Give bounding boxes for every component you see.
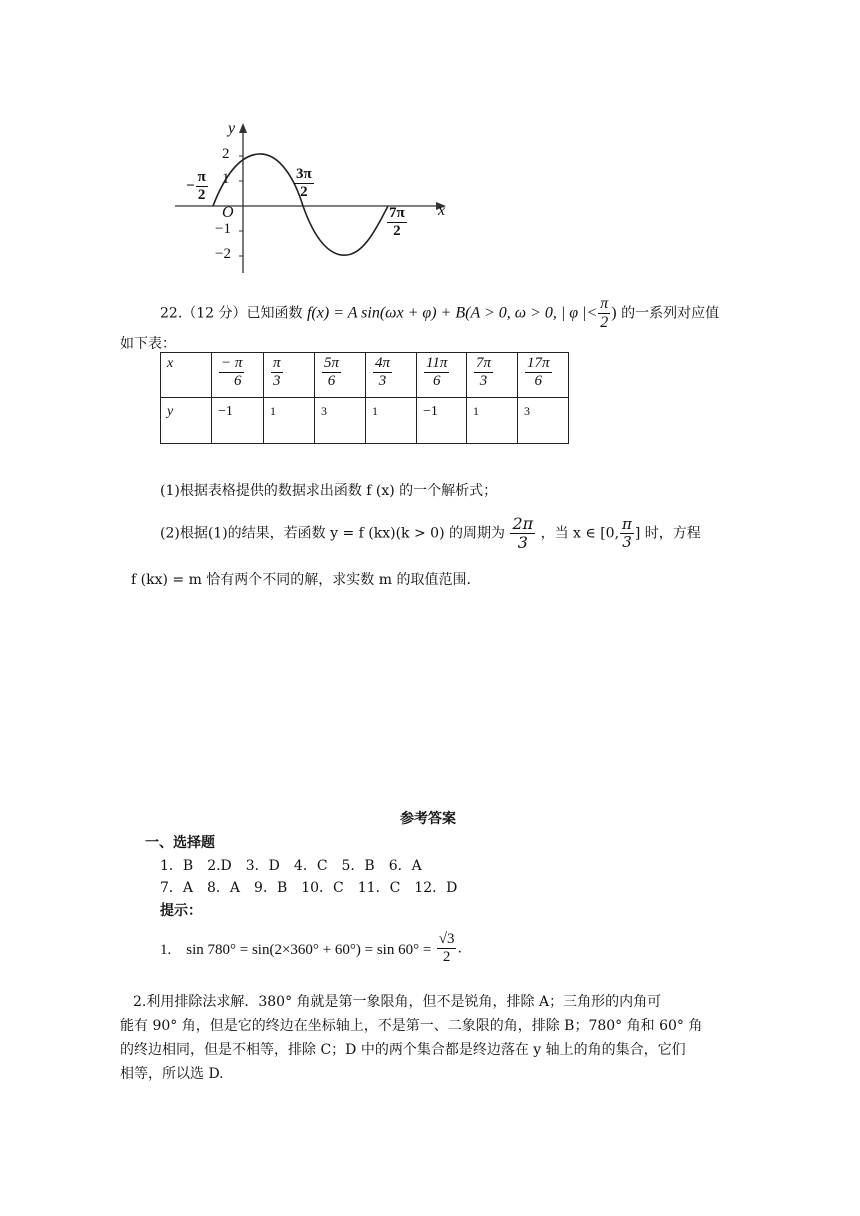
table-cell: 1 — [264, 398, 315, 444]
graph-tick-1: 1 — [222, 171, 230, 187]
graph-tick-neg2: −2 — [215, 246, 231, 262]
table-cell: −1 — [417, 398, 467, 444]
graph-tick-2: 2 — [222, 146, 230, 162]
problem-tail: 的一系列对应值 — [621, 305, 720, 322]
table-cell: $\frac{11\pi}{6}$ — [417, 353, 467, 398]
graph-tick-3pi-over-2: $\frac{3\pi}{2}$ — [296, 166, 312, 200]
table-row-y — [161, 398, 569, 444]
graph-x-label: x — [438, 202, 446, 219]
question-2: (2)根据(1)的结果，若函数 y = f (kx)(k > 0) 的周期为 $\frac{2\pi}{3}$ ，当 x ∈ [0, $\frac{\pi}{3}$ ] 时，方程 — [160, 514, 701, 552]
table-cell: $\frac{4\pi}{3}$ — [366, 353, 417, 398]
table-cell: $\frac{17\pi}{6}$ — [518, 353, 569, 398]
graph-tick-neg-pi-over-2: − $\frac{\pi}{2}$ — [186, 169, 206, 203]
answers-row-2: 7．A 8．A 9．B 10．C 11．C 12．D — [160, 880, 458, 896]
graph-y-label: y — [228, 120, 236, 137]
sqrt3-over-2: $\frac{√3}{2}$ — [438, 931, 455, 965]
sine-graph — [170, 115, 460, 280]
value-table — [160, 352, 569, 444]
problem-22-statement: 22.（12 分）已知函数 f(x) = A sin(ωx + φ) + B(A > 0, ω > 0, | φ |< $\frac{\pi}{2}$ ) 的一系列对应值 — [160, 295, 720, 331]
problem-intro: 已知函数 — [246, 305, 303, 322]
table-cell: 3 — [518, 398, 569, 444]
table-cell: $\frac{- \pi}{6}$ — [212, 353, 264, 398]
hint-1: 1. sin 780° = sin(2×360° + 60°) = sin 60° = $\frac{√3}{2}$ . — [160, 931, 462, 965]
section-choice-heading: 一、选择题 — [145, 835, 215, 851]
problem-function: f(x) = A sin(ωx + φ) + B(A > 0, ω > 0, | φ |< — [306, 304, 598, 322]
table-cell: 1 — [366, 398, 417, 444]
hint-label: 提示： — [160, 903, 202, 919]
table-row-x — [161, 353, 569, 398]
problem-number: 22. — [160, 305, 183, 322]
graph-tick-neg1: −1 — [215, 221, 231, 237]
table-cell: 1 — [467, 398, 518, 444]
table-cell: $\frac{\pi}{3}$ — [264, 353, 315, 398]
answers-row-1: 1．B 2.D 3．D 4．C 5．B 6．A — [160, 858, 422, 874]
graph-tick-7pi-over-2: $\frac{7\pi}{2}$ — [389, 205, 405, 239]
graph-origin-label: O — [222, 204, 234, 221]
question-1: (1)根据表格提供的数据求出函数 f (x) 的一个解析式； — [160, 483, 498, 499]
phi-bound-fraction: $\frac{\pi}{2}$ — [600, 295, 609, 331]
hint-2: 2.利用排除法求解．380° 角就是第一象限角，但不是锐角，排除 A；三角形的内角可 能有 90° 角，但是它的终边在坐标轴上，不是第一、二象限的角，排除 B；780° 角和 60° 角 的终边相同，但是不相等，排除 C；D 中的两个集合都是终边落在 y 轴上的角的集合，它们 相等，所以选 D. — [120, 994, 703, 1082]
table-header-y: y — [161, 398, 212, 444]
table-cell: 3 — [315, 398, 366, 444]
question-2-line2: f (kx) = m 恰有两个不同的解，求实数 m 的取值范围. — [131, 572, 471, 588]
interval-fraction: $\frac{\pi}{3}$ — [622, 515, 632, 551]
problem-22-line2: 如下表： — [120, 336, 176, 352]
period-fraction: $\frac{2\pi}{3}$ — [512, 514, 534, 552]
table-cell: $\frac{5\pi}{6}$ — [315, 353, 366, 398]
answers-title: 参考答案 — [400, 811, 456, 827]
table-cell: $\frac{7\pi}{3}$ — [467, 353, 518, 398]
y-axis-arrow — [239, 123, 247, 133]
table-cell: −1 — [212, 398, 264, 444]
problem-score: （12 分） — [182, 305, 247, 322]
table-header-x: x — [161, 353, 212, 398]
